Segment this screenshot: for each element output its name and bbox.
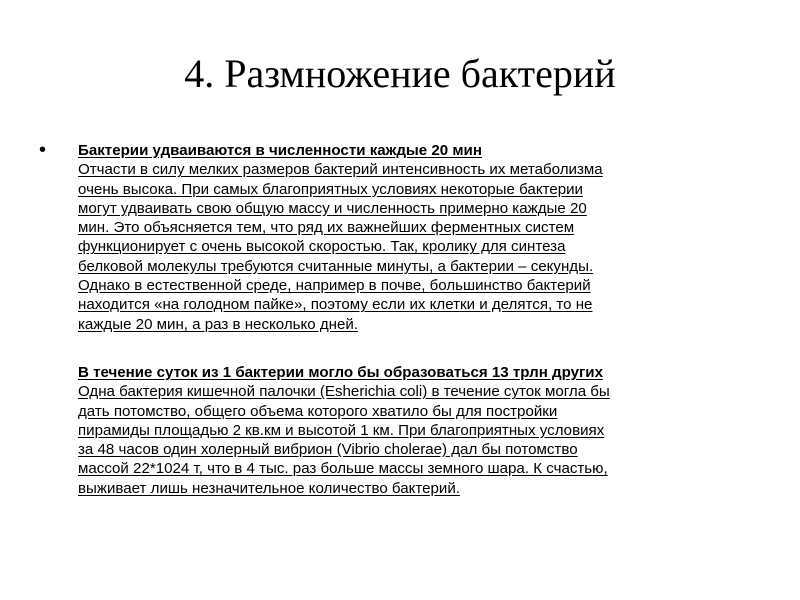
paragraph-heading: Бактерии удваиваются в численности каждые 20 мин: [78, 142, 482, 159]
bullet-content: [39, 139, 768, 498]
paragraph-line: дать потомство, общего объема которого хватило бы для постройки: [78, 402, 558, 420]
paragraph-line: каждые 20 мин, а раз в несколько дней.: [78, 315, 359, 333]
bullet-dot-icon: •: [39, 139, 47, 161]
paragraph-line: белковой молекулы требуются считанные минуты, а бактерии – секунды.: [78, 257, 594, 275]
paragraph-line: Однако в естественной среде, например в почве, большинство бактерий: [78, 277, 591, 295]
paragraph-line: Одна бактерия кишечной палочки (Esherichia coli) в течение суток могла бы: [78, 383, 610, 401]
paragraph-line: Отчасти в силу мелких размеров бактерий интенсивность их метаболизма: [78, 161, 603, 179]
paragraph-daily-growth: [78, 363, 768, 498]
slide-title: 4. Размножение бактерий: [184, 51, 616, 96]
paragraph-line: функционирует с очень высокой скоростью. Так, кролику для синтеза: [78, 238, 566, 256]
paragraph-heading: В течение суток из 1 бактерии могло бы образоваться 13 трлн других: [78, 363, 603, 381]
paragraph-line: мин. Это объясняется тем, что ряд их важнейших ферментных систем: [78, 219, 575, 237]
paragraph-line: массой 22*1024 т, что в 4 тыс. раз больше массы земного шара. К счастью,: [78, 460, 608, 478]
paragraph-line: находится «на голодном пайке», поэтому если их клетки и делятся, то не: [78, 296, 593, 314]
paragraph-line: пирамиды площадью 2 кв.км и высотой 1 км. При благоприятных условиях: [78, 421, 605, 439]
paragraph-line: очень высока. При самых благоприятных условиях некоторые бактерии: [78, 180, 583, 198]
paragraph-doubling: [78, 141, 768, 334]
paragraph-line: за 48 часов один холерный вибрион (Vibrio cholerae) дал бы потомство: [78, 441, 578, 459]
paragraph-line: могут удваивать свою общую массу и численность примерно каждые 20: [78, 199, 587, 217]
paragraph-line: выживает лишь незначительное количество бактерий.: [78, 479, 460, 497]
